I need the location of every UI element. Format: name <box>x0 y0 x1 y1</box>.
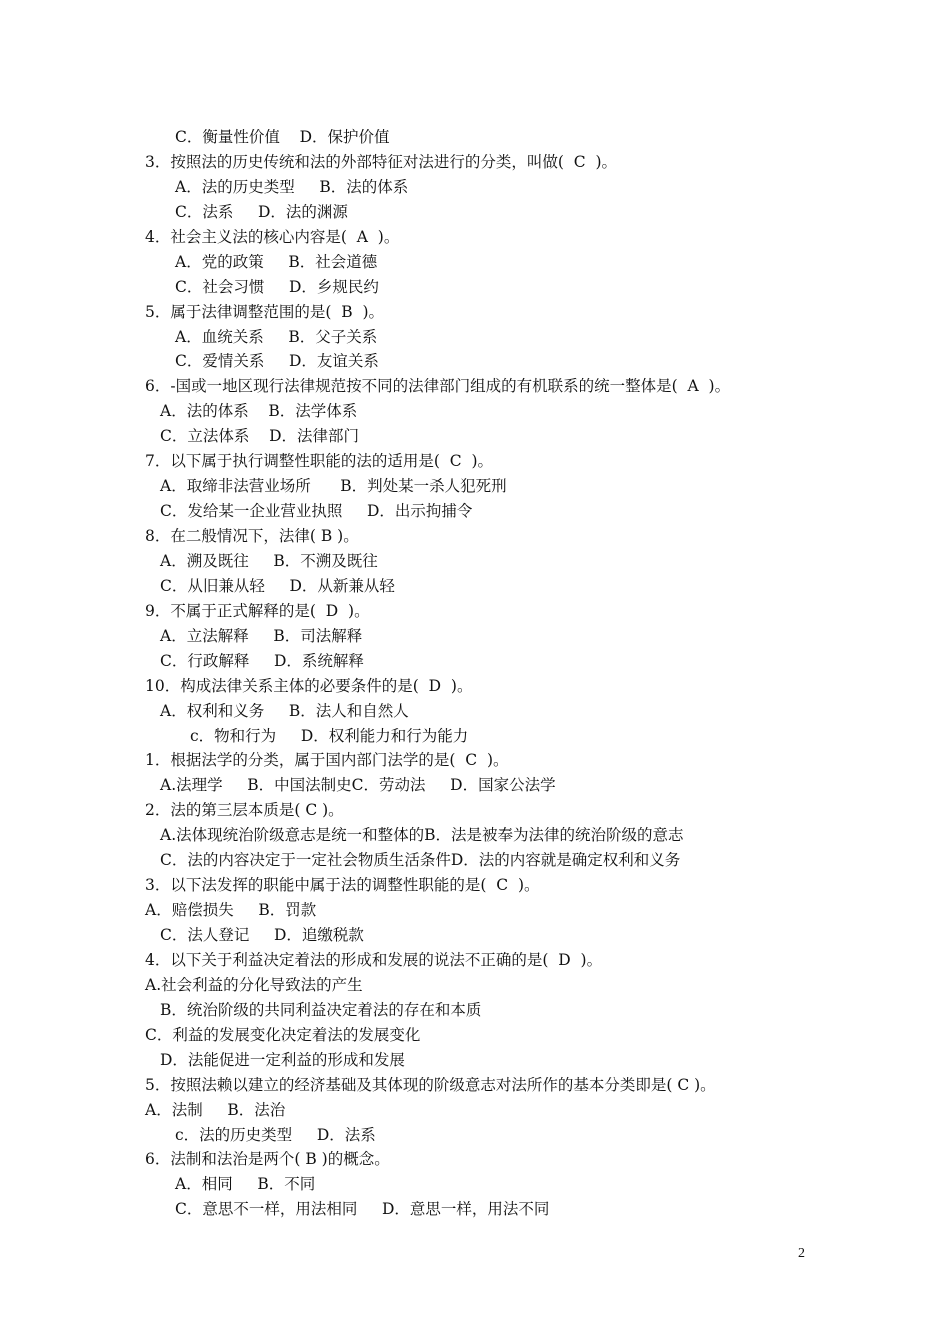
page-number: 2 <box>798 1246 805 1261</box>
text-line: B．统治阶级的共同利益决定着法的存在和本质 <box>160 1000 482 1019</box>
text-line: C．立法体系 D．法律部门 <box>160 427 359 446</box>
text-line: A．血统关系 B．父子关系 <box>175 327 378 346</box>
text-line: C．行政解释 D．系统解释 <box>160 651 364 670</box>
text-line: C．从旧兼从轻 D．从新兼从轻 <box>160 576 395 595</box>
question-list <box>0 125 950 1222</box>
text-line: 3．以下法发挥的职能中属于法的调整性职能的是( C )。 <box>145 876 540 895</box>
text-line: C．衡量性价值 D．保护价值 <box>175 128 390 146</box>
text-line: 7．以下属于执行调整性职能的法的适用是( C )。 <box>145 452 494 471</box>
text-line: 2．法的第三层本质是( C )。 <box>145 801 344 820</box>
text-line: 4．以下关于利益决定着法的形成和发展的说法不正确的是( D )。 <box>145 950 603 969</box>
text-line: 8．在二般情况下，法律( B )。 <box>145 527 359 545</box>
text-line: 1．根据法学的分类，属于国内部门法学的是( C )。 <box>145 751 509 770</box>
text-line: C．发给某一企业营业执照 D．出示拘捕令 <box>160 502 473 521</box>
text-line: C．社会习惯 D．乡规民约 <box>175 277 379 296</box>
text-line: D．法能促进一定利益的形成和发展 <box>160 1050 405 1069</box>
text-line: A．党的政策 B．社会道德 <box>175 252 378 271</box>
text-line: 3．按照法的历史传统和法的外部特征对法进行的分类，叫做( C )。 <box>145 152 618 171</box>
text-line: A．取缔非法营业场所 B．判处某一杀人犯死刑 <box>160 477 507 496</box>
text-line: C．利益的发展变化决定着法的发展变化 <box>145 1025 421 1044</box>
text-line: c．物和行为 D．权利能力和行为能力 <box>190 726 469 745</box>
text-line: 9．不属于正式解释的是( D )。 <box>145 601 370 620</box>
text-line: 6．-国或一地区现行法律规范按不同的法律部门组成的有机联系的统一整体是( A )。 <box>145 377 731 396</box>
text-line: C．法的内容决定于一定社会物质生活条件D．法的内容就是确定权利和义务 <box>160 851 681 870</box>
text-line: A．法的体系 B．法学体系 <box>160 402 358 421</box>
text-line: 5．按照法赖以建立的经济基础及其体现的阶级意志对法所作的基本分类即是( C )。 <box>145 1075 716 1094</box>
text-line: C．法人登记 D．追缴税款 <box>160 926 364 944</box>
text-line: A．赔偿损失 B．罚款 <box>145 901 317 920</box>
text-line: A．法的历史类型 B．法的体系 <box>175 177 409 196</box>
text-line: A．权利和义务 B．法人和自然人 <box>160 701 409 720</box>
text-line: 6．法制和法治是两个( B )的概念。 <box>145 1150 390 1169</box>
text-line: 5．属于法律调整范围的是( B )。 <box>145 302 385 321</box>
text-line: c．法的历史类型 D．法系 <box>175 1125 376 1144</box>
text-line: C．爱情关系 D．友谊关系 <box>175 352 379 371</box>
text-line: A．相同 B．不同 <box>175 1175 316 1194</box>
text-line: A.法理学 B．中国法制史C．劳动法 D．国家公法学 <box>160 776 556 795</box>
text-line: A.社会利益的分化导致法的产生 <box>145 975 363 994</box>
text-line: A．法制 B．法治 <box>145 1100 286 1119</box>
text-line: A．立法解释 B．司法解释 <box>160 626 363 645</box>
text-line: A.法体现统治阶级意志是统一和整体的B．法是被奉为法律的统治阶级的意志 <box>160 826 684 845</box>
text-line: 4．社会主义法的核心内容是( A )。 <box>145 227 400 246</box>
text-line: 10．构成法律关系主体的必要条件的是( D )。 <box>145 676 473 695</box>
text-line: C．意思不一样，用法相同 D．意思一样，用法不同 <box>175 1200 550 1219</box>
text-line: C．法系 D．法的渊源 <box>175 202 348 221</box>
text-line: A．溯及既往 B．不溯及既往 <box>160 551 378 570</box>
